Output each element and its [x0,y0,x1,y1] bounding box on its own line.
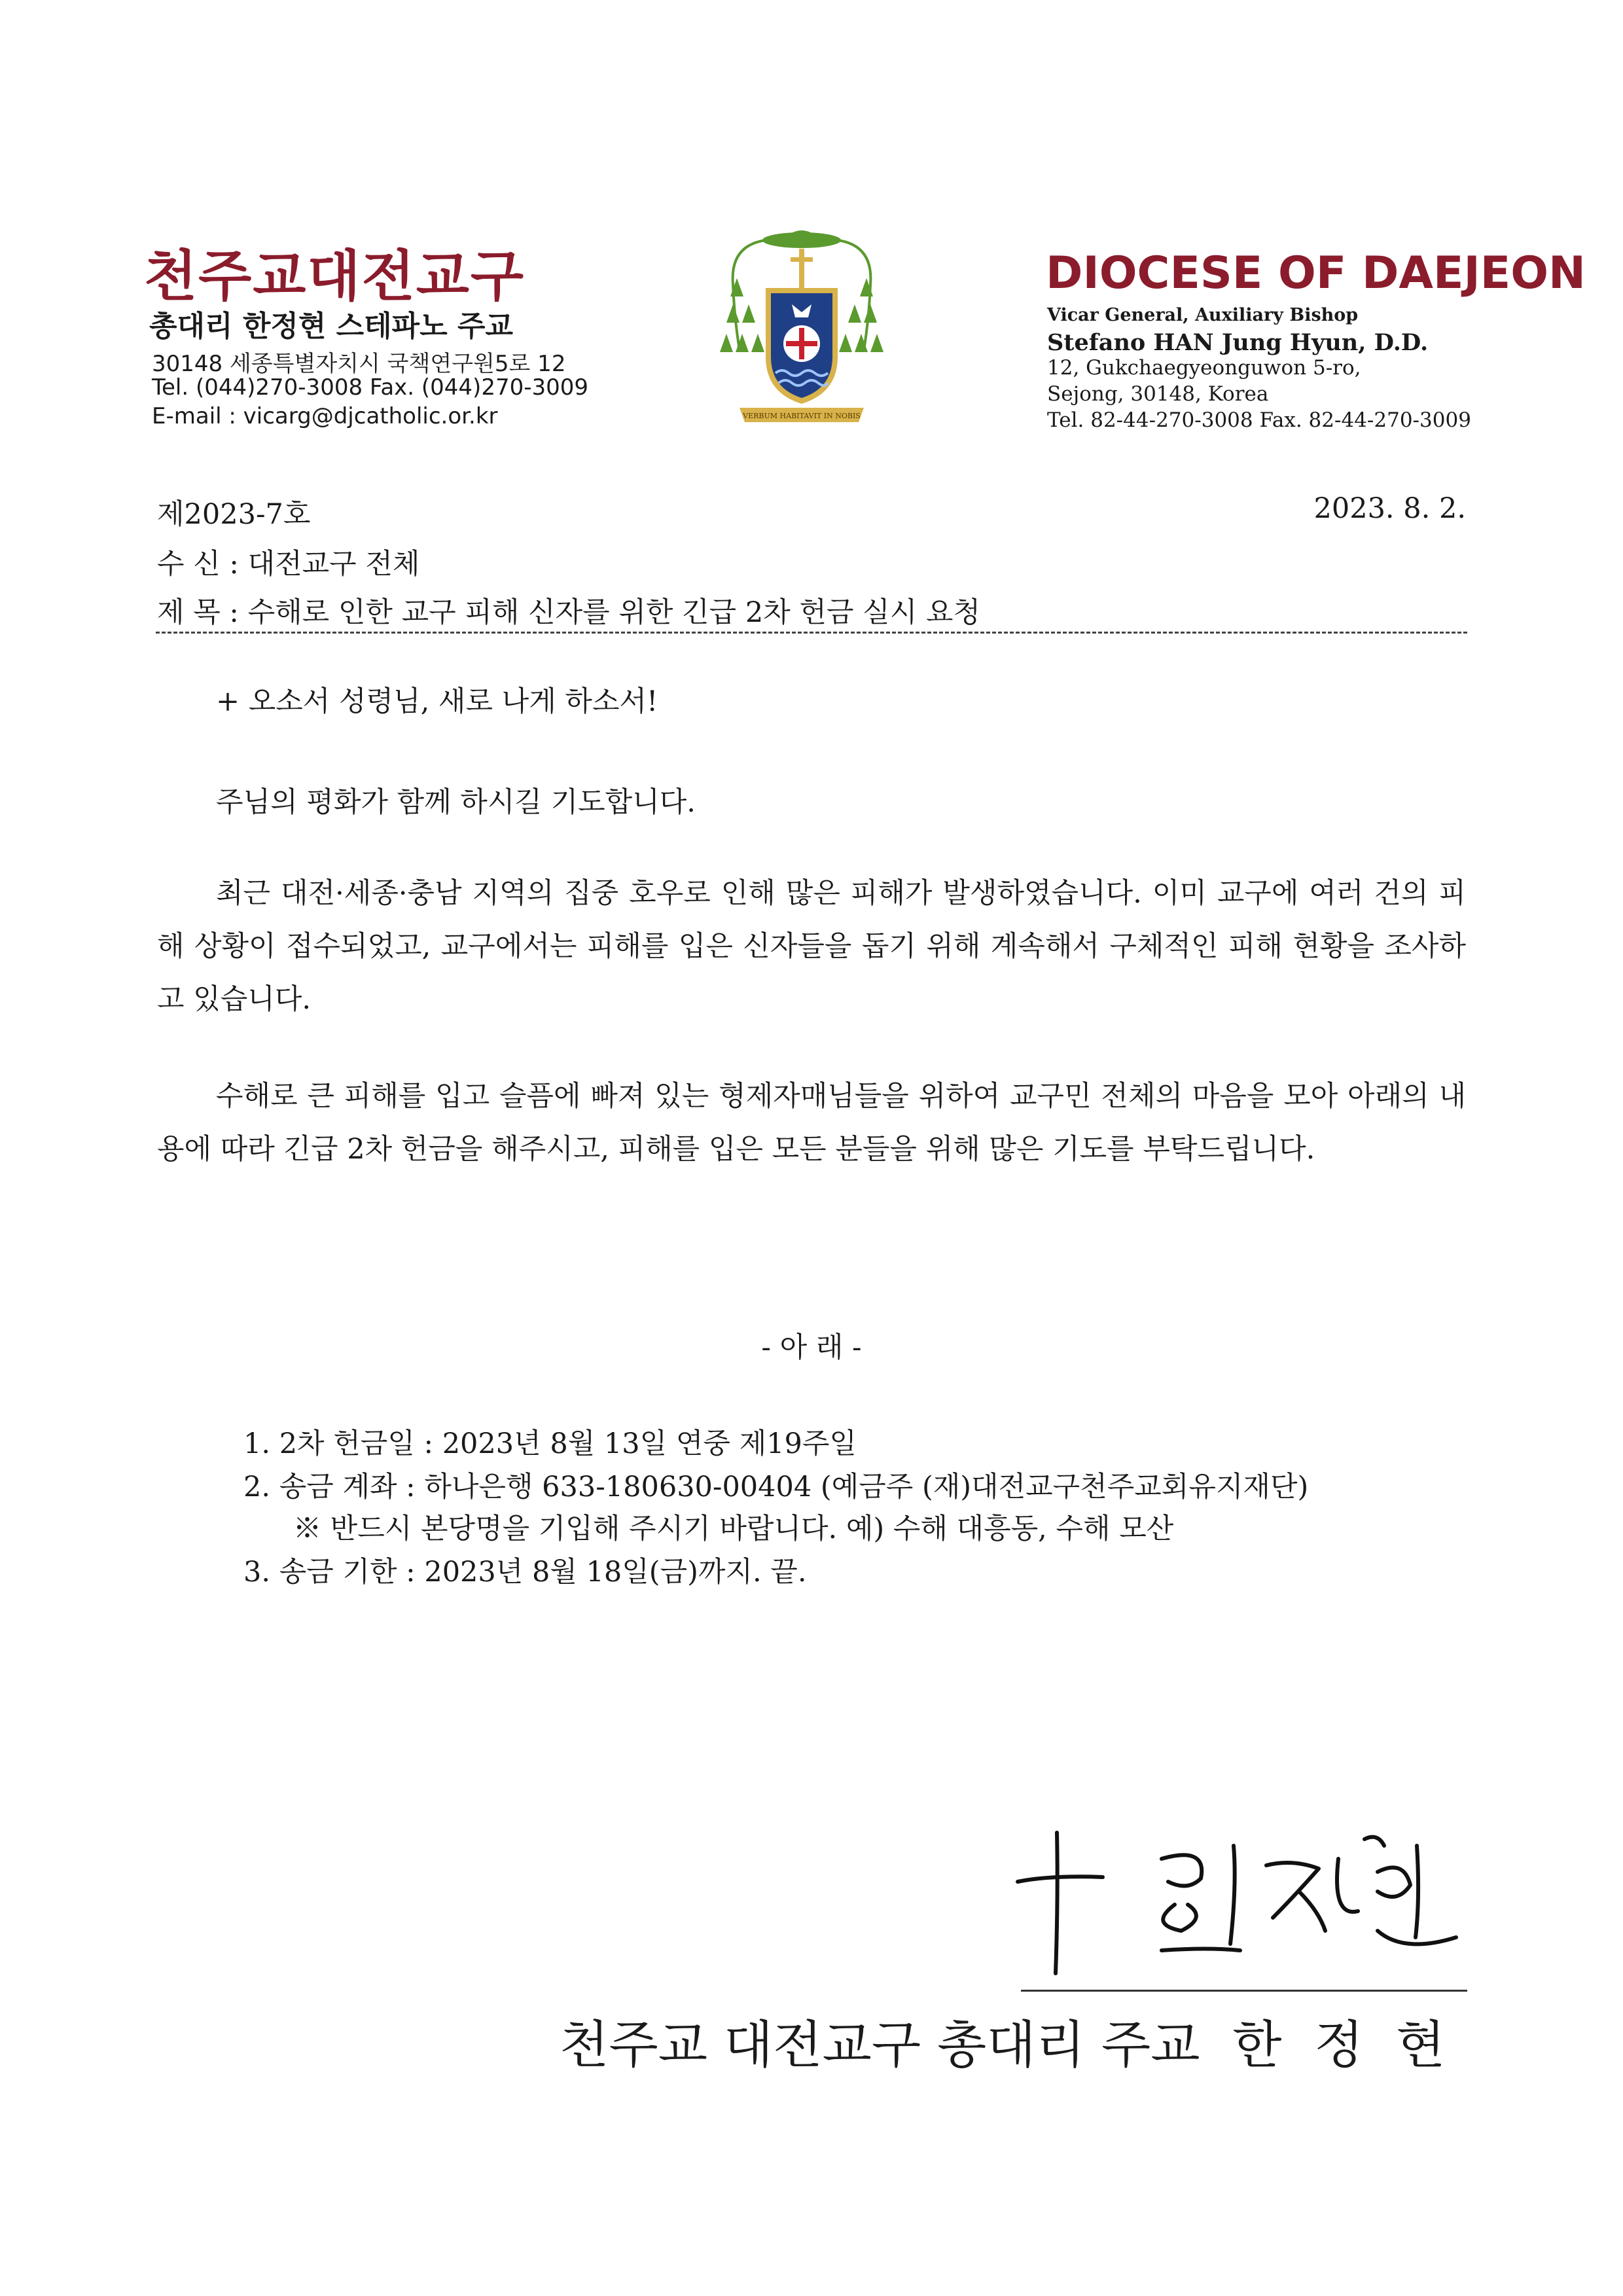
tel-fax-korean: Tel. (044)270-3008 Fax. (044)270-3009 [152,374,589,401]
subject-line: 제 목 : 수해로 인한 교구 피해 신자를 위한 긴급 2차 헌금 실시 요청 [157,596,980,629]
account-note: ※ 반드시 본당명을 기입해 주시기 바랍니다. 예) 수해 대흥동, 수해 모산 [293,1513,1174,1545]
bishop-name-english: Stefano HAN Jung Hyun, D.D. [1047,329,1429,356]
list-item: 1. 2차 헌금일 : 2023년 8월 13일 연중 제19주일 [243,1427,857,1460]
address-line2-english: Sejong, 30148, Korea [1047,382,1269,406]
closing-signatory: 천주교 대전교구 총대리 주교 한 정 현 [560,2016,1446,2075]
organization-name-english: DIOCESE OF DAEJEON [1046,247,1586,299]
greeting: 주님의 평화가 함께 하시길 기도합니다. [216,786,696,819]
bishop-role-english: Vicar General, Auxiliary Bishop [1047,305,1359,325]
recipient-line: 수 신 : 대전교구 전체 [157,548,420,581]
list-item: 3. 송금 기한 : 2023년 8월 18일(금)까지. 끝. [243,1556,807,1588]
signature-line [1021,1990,1467,1992]
organization-name-korean: 천주교대전교구 [144,244,526,308]
document-number: 제2023-7호 [157,498,311,531]
bishop-title-korean: 총대리 한정현 스테파노 주교 [149,310,514,343]
handwritten-signature [1011,1820,1463,1977]
dashed-divider [156,632,1467,634]
document-date: 2023. 8. 2. [1313,492,1466,525]
address-korean: 30148 세종특별자치시 국책연구원5로 12 [152,351,566,377]
paragraph-1: 최근 대전·세종·충남 지역의 집중 호우로 인해 많은 피해가 발생하였습니다. 이미 교구에 여러 건의 피해 상황이 접수되었고, 교구에서는 피해를 입은 신자들을 돕기 위해 계속해서 구체적인 피해 현황을 조사하고 있습니다. [157,877,1466,1016]
list-item: 2. 송금 계좌 : 하나은행 633-180630-00404 (예금주 (재)대전교구천주교회유지재단) [243,1471,1309,1503]
paragraph-2: 수해로 큰 피해를 입고 슬픔에 빠져 있는 형제자매님들을 위하여 교구민 전체의 마음을 모아 아래의 내용에 따라 긴급 2차 헌금을 해주시고, 피해를 입은 모든 분들을 위해 많은 기도를 부탁드립니다. [157,1080,1466,1166]
invocation: + 오소서 성령님, 새로 나게 하소서! [216,685,658,718]
motto-text: VERBUM HABITAVIT IN NOBIS [743,412,861,420]
address-line1-english: 12, Gukchaegyeonguwon 5-ro, [1047,356,1361,380]
email-korean: E-mail : vicarg@djcatholic.or.kr [152,403,498,429]
tel-fax-english: Tel. 82-44-270-3008 Fax. 82-44-270-3009 [1047,408,1471,432]
notice-heading: - 아 래 - [761,1331,862,1364]
coat-of-arms-emblem [713,226,890,435]
